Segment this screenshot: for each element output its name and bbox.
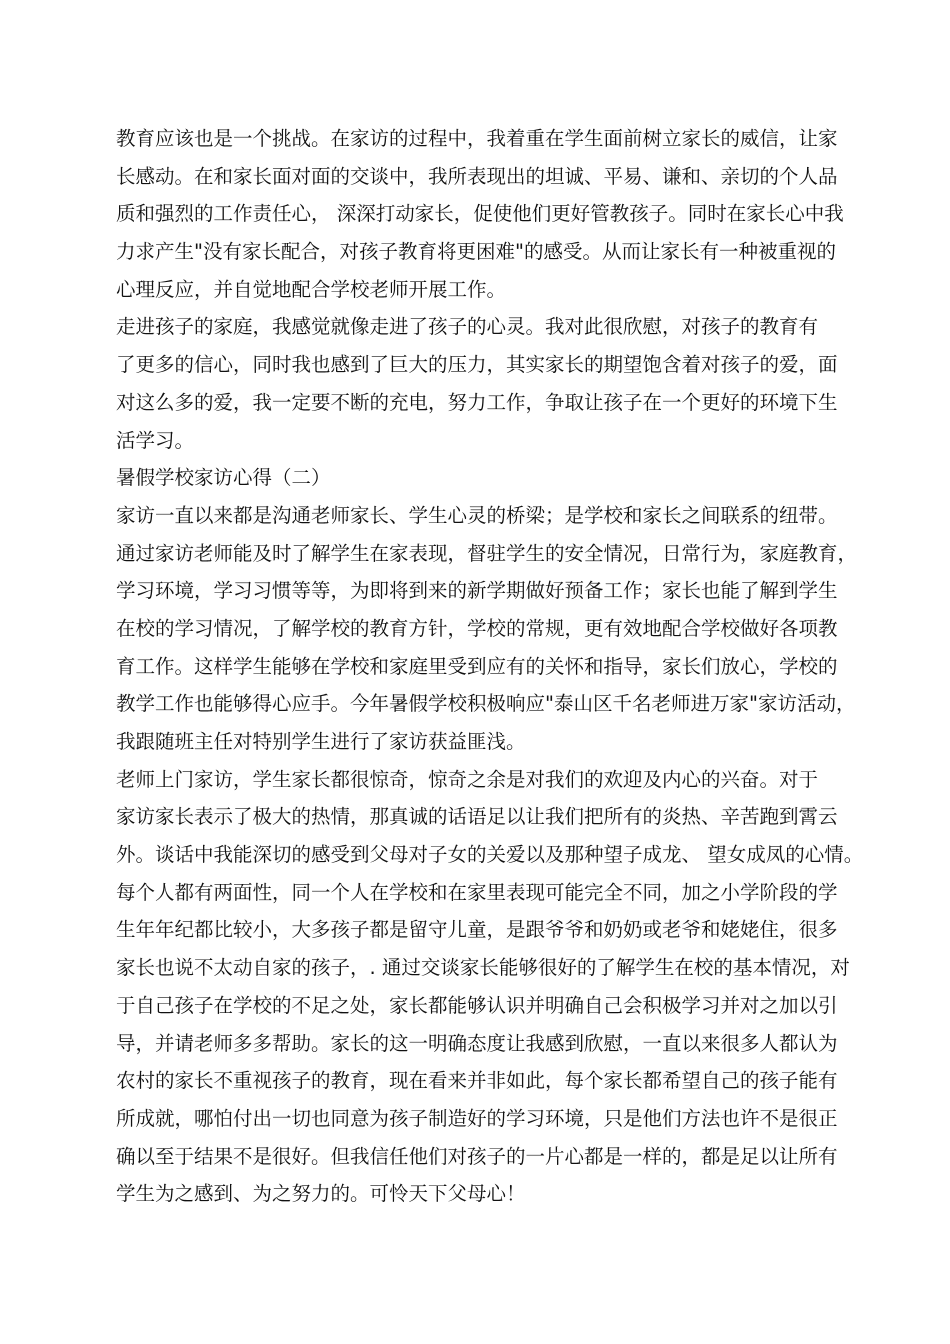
- text-line: 学生为之感到、为之努力的。可怜天下父母心！: [116, 1182, 526, 1206]
- text-line: 通过家访老师能及时了解学生在家表现，督驻学生的安全情况，日常行为，家庭教育，: [116, 541, 858, 565]
- text-line: 我跟随班主任对特别学生进行了家访获益匪浅。: [116, 730, 526, 753]
- text-line: 导，并请老师多多帮助。家长的这一明确态度让我感到欣慰，一直以来很多人都认为: [116, 1031, 838, 1055]
- text-line: 了更多的信心，同时我也感到了巨大的压力，其实家长的期望饱含着对孩子的爱，面: [116, 353, 838, 377]
- text-line: 家访一直以来都是沟通老师家长、学生心灵的桥梁；是学校和家长之间联系的纽带。: [116, 503, 838, 527]
- text-line: 于自己孩子在学校的不足之处，家长都能够认识并明确自己会积极学习并对之加以引: [116, 993, 838, 1017]
- text-line: 心理反应，并自觉地配合学校老师开展工作。: [116, 277, 507, 301]
- text-line: 教育应该也是一个挑战。在家访的过程中，我着重在学生面前树立家长的威信，让家: [116, 127, 838, 150]
- text-line: 老师上门家访，学生家长都很惊奇，惊奇之余是对我们的欢迎及内心的兴奋。对于: [116, 767, 819, 791]
- text-line: 农村的家长不重视孩子的教育，现在看来并非如此，每个家长都希望自己的孩子能有: [116, 1069, 838, 1093]
- text-line: 家长也说不太动自家的孩子，. 通过交谈家长能够很好的了解学生在校的基本情况，对: [116, 956, 850, 980]
- text-line: 质和强烈的工作责任心， 深深打动家长，促使他们更好管教孩子。同时在家长心中我: [116, 202, 844, 226]
- text-line: 家访家长表示了极大的热情，那真诚的话语足以让我们把所有的炎热、辛苦跑到霄云: [116, 805, 838, 829]
- text-line: 外。谈话中我能深切的感受到父母对子女的关爱以及那种望子成龙、 望女成凤的心情。: [116, 843, 864, 867]
- text-line: 确以至于结果不是很好。但我信任他们对孩子的一片心都是一样的，都是足以让所有: [116, 1144, 838, 1168]
- text-line: 长感动。在和家长面对面的交谈中，我所表现出的坦诚、平易、谦和、亲切的个人品: [116, 164, 838, 188]
- section-heading: 暑假学校家访心得（二）: [116, 466, 331, 490]
- text-line: 对这么多的爱，我一定要不断的充电，努力工作，争取让孩子在一个更好的环境下生: [116, 390, 838, 414]
- text-line: 育工作。这样学生能够在学校和家庭里受到应有的关怀和指导，家长们放心，学校的: [116, 654, 838, 678]
- text-line: 生年年纪都比较小，大多孩子都是留守儿童，是跟爷爷和奶奶或老爷和姥姥住，很多: [116, 918, 838, 942]
- text-line: 在校的学习情况，了解学校的教育方针，学校的常规，更有效地配合学校做好各项教: [116, 616, 838, 640]
- document-body: [116, 120, 864, 1213]
- text-line: 学习环境，学习习惯等等，为即将到来的新学期做好预备工作；家长也能了解到学生: [116, 579, 838, 603]
- text-line: 走进孩子的家庭，我感觉就像走进了孩子的心灵。我对此很欣慰，对孩子的教育有: [116, 315, 819, 339]
- text-line: 教学工作也能够得心应手。今年暑假学校积极响应"泰山区千名老师进万家"家访活动，: [116, 692, 856, 716]
- text-line: 所成就，哪怕付出一切也同意为孩子制造好的学习环境，只是他们方法也许不是很正: [116, 1106, 838, 1130]
- text-line: 活学习。: [116, 428, 195, 452]
- text-line: 力求产生"没有家长配合，对孩子教育将更困难"的感受。从而让家长有一种被重视的: [116, 240, 836, 264]
- text-line: 每个人都有两面性，同一个人在学校和在家里表现可能完全不同，加之小学阶段的学: [116, 880, 838, 904]
